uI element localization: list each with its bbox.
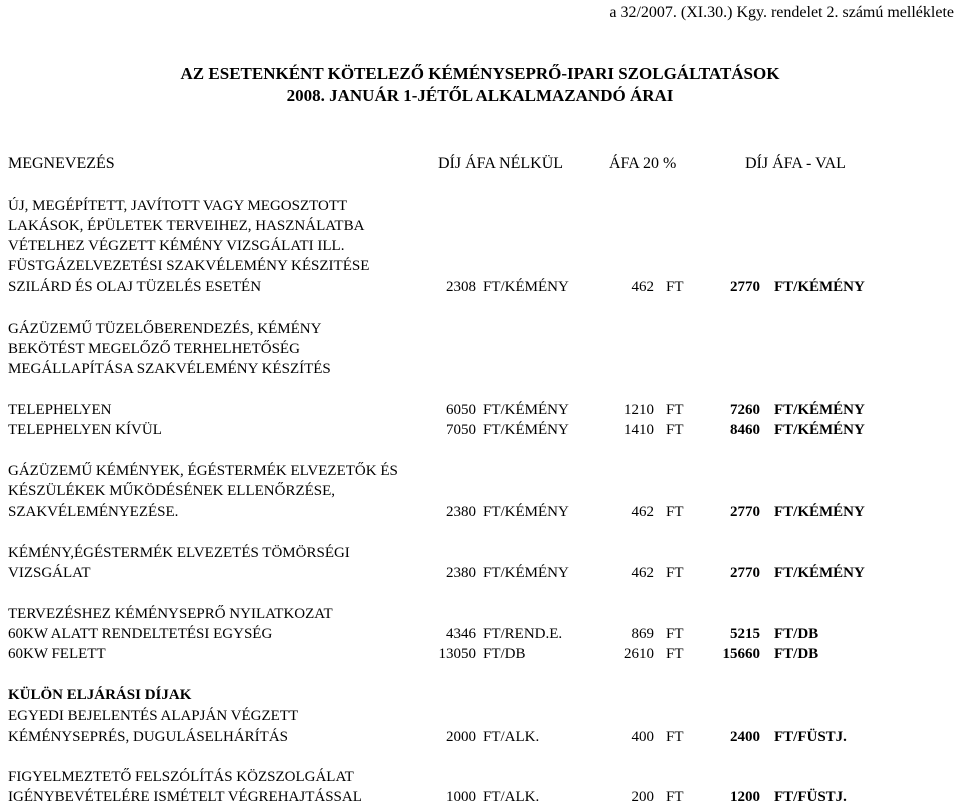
row-label: KÉMÉNYSEPRÉS, DUGULÁSELHÁRÍTÁS <box>8 729 289 745</box>
row-label: 60KW FELETT <box>8 646 106 662</box>
price-vat: 1210 <box>624 402 654 418</box>
price-net: 2380 <box>446 565 476 581</box>
section1-line: SZILÁRD ÉS OLAJ TÜZELÉS ESETÉN <box>8 279 262 295</box>
section3-line: SZAKVÉLEMÉNYEZÉSE. <box>8 504 179 520</box>
price-gross: 7260 <box>730 402 760 418</box>
row-label: 60KW ALATT RENDELTETÉSI EGYSÉG <box>8 626 273 642</box>
price-net: 13050 <box>438 646 476 662</box>
price-net-unit: FT/ALK. <box>483 729 540 745</box>
document-title: AZ ESETENKÉNT KÖTELEZŐ KÉMÉNYSEPRŐ-IPARI SZOLGÁLTATÁSOK <box>180 64 780 83</box>
price-vat: 1410 <box>624 422 654 438</box>
price-net: 4346 <box>446 626 476 642</box>
price-net: 2000 <box>446 729 476 745</box>
price-gross-unit: FT/DB <box>774 626 819 642</box>
price-vat-unit: FT <box>666 422 684 438</box>
row-label: TELEPHELYEN <box>8 402 112 418</box>
section5-heading: TERVEZÉSHEZ KÉMÉNYSEPRŐ NYILATKOZAT <box>8 606 333 622</box>
price-gross-unit: FT/KÉMÉNY <box>774 422 865 438</box>
price-net-unit: FT/KÉMÉNY <box>483 402 569 418</box>
column-header-name: MEGNEVEZÉS <box>8 155 115 172</box>
price-gross: 2770 <box>730 565 760 581</box>
section1-line: FÜSTGÁZELVEZETÉSI SZAKVÉLEMÉNY KÉSZITÉSE <box>8 258 370 274</box>
document-subtitle: 2008. JANUÁR 1-JÉTŐL ALKALMAZANDÓ ÁRAI <box>286 86 674 105</box>
price-vat: 462 <box>631 565 654 581</box>
document-reference-note: a 32/2007. (XI.30.) Kgy. rendelet 2. számú melléklete <box>609 4 954 21</box>
price-gross: 2400 <box>730 729 760 745</box>
column-header-net: DÍJ ÁFA NÉLKÜL <box>438 155 564 172</box>
section3-line: KÉSZÜLÉKEK MŰKÖDÉSÉNEK ELLENŐRZÉSE, <box>8 483 336 499</box>
price-vat-unit: FT <box>666 504 684 520</box>
price-gross-unit: FT/KÉMÉNY <box>774 279 865 295</box>
price-gross: 15660 <box>722 646 760 662</box>
row-label: TELEPHELYEN KÍVÜL <box>8 422 162 438</box>
price-vat-unit: FT <box>666 789 684 805</box>
price-gross-unit: FT/KÉMÉNY <box>774 504 865 520</box>
row-label: EGYEDI BEJELENTÉS ALAPJÁN VÉGZETT <box>8 708 299 724</box>
price-net-unit: FT/KÉMÉNY <box>483 565 569 581</box>
price-gross-unit: FT/FÜSTJ. <box>774 789 847 805</box>
row-label: IGÉNYBEVÉTELÉRE ISMÉTELT VÉGREHAJTÁSSAL <box>8 789 362 805</box>
price-net: 1000 <box>446 789 476 805</box>
price-vat-unit: FT <box>666 402 684 418</box>
section1-line: LAKÁSOK, ÉPÜLETEK TERVEIHEZ, HASZNÁLATBA <box>8 218 365 234</box>
price-net-unit: FT/KÉMÉNY <box>483 504 569 520</box>
section1-line: ÚJ, MEGÉPÍTETT, JAVÍTOTT VAGY MEGOSZTOTT <box>8 198 348 214</box>
price-gross-unit: FT/KÉMÉNY <box>774 402 865 418</box>
section2-line: GÁZÜZEMŰ TÜZELŐBERENDEZÉS, KÉMÉNY <box>8 321 322 337</box>
price-vat: 869 <box>631 626 654 642</box>
column-header-gross: DÍJ ÁFA - VAL <box>745 155 846 172</box>
price-net: 2380 <box>446 504 476 520</box>
section2-line: BEKÖTÉST MEGELŐZŐ TERHELHETŐSÉG <box>8 341 300 357</box>
price-gross-unit: FT/FÜSTJ. <box>774 729 847 745</box>
price-vat-unit: FT <box>666 729 684 745</box>
price-vat: 462 <box>631 279 654 295</box>
price-vat-unit: FT <box>666 279 684 295</box>
price-gross-unit: FT/DB <box>774 646 819 662</box>
price-vat-unit: FT <box>666 565 684 581</box>
section6-heading: KÜLÖN ELJÁRÁSI DÍJAK <box>8 687 192 703</box>
price-vat-unit: FT <box>666 646 684 662</box>
price-gross-unit: FT/KÉMÉNY <box>774 565 865 581</box>
price-vat: 462 <box>631 504 654 520</box>
price-gross: 5215 <box>730 626 760 642</box>
price-net-unit: FT/KÉMÉNY <box>483 422 569 438</box>
section3-line: GÁZÜZEMŰ KÉMÉNYEK, ÉGÉSTERMÉK ELVEZETŐK ÉS <box>8 463 398 479</box>
section4-line: KÉMÉNY,ÉGÉSTERMÉK ELVEZETÉS TÖMÖRSÉGI <box>8 545 350 561</box>
column-header-vat: ÁFA 20 % <box>609 155 677 172</box>
price-vat: 2610 <box>624 646 654 662</box>
section4-line: VIZSGÁLAT <box>8 565 91 581</box>
price-net-unit: FT/KÉMÉNY <box>483 279 569 295</box>
row-label: FIGYELMEZTETŐ FELSZÓLÍTÁS KÖZSZOLGÁLAT <box>8 769 354 785</box>
price-net-unit: FT/ALK. <box>483 789 540 805</box>
price-net: 7050 <box>446 422 476 438</box>
price-net-unit: FT/REND.E. <box>483 626 563 642</box>
price-vat-unit: FT <box>666 626 684 642</box>
section2-line: MEGÁLLAPÍTÁSA SZAKVÉLEMÉNY KÉSZÍTÉS <box>8 361 331 377</box>
section1-line: VÉTELHEZ VÉGZETT KÉMÉNY VIZSGÁLATI ILL. <box>8 238 345 254</box>
price-vat: 400 <box>631 729 654 745</box>
price-gross: 2770 <box>730 504 760 520</box>
price-gross: 2770 <box>730 279 760 295</box>
price-net-unit: FT/DB <box>483 646 526 662</box>
price-gross: 1200 <box>730 789 760 805</box>
price-net: 6050 <box>446 402 476 418</box>
price-vat: 200 <box>631 789 654 805</box>
price-gross: 8460 <box>730 422 760 438</box>
price-net: 2308 <box>446 279 476 295</box>
